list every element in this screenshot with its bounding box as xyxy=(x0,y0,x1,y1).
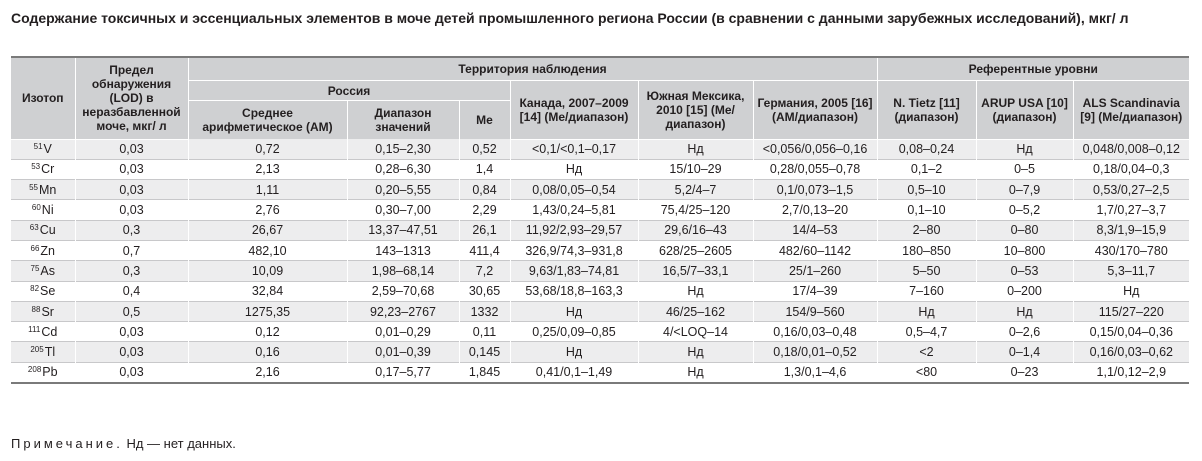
cell-lod: 0,7 xyxy=(75,240,188,260)
cell-me: 7,2 xyxy=(459,261,510,281)
table-note xyxy=(11,436,236,451)
cell-canada: <0,1/<0,1–0,17 xyxy=(510,139,638,159)
cell-isotope xyxy=(11,362,75,383)
cell-als: 0,15/0,04–0,36 xyxy=(1073,322,1189,342)
table-row xyxy=(11,301,1189,321)
cell-tietz: 0,1–10 xyxy=(877,200,976,220)
note-label: Примечание. xyxy=(11,436,123,451)
cell-als: 0,048/0,008–0,12 xyxy=(1073,139,1189,159)
header-canada: Канада, 2007–2009 [14] (Ме/диапазон) xyxy=(510,81,638,140)
cell-germany: 17/4–39 xyxy=(753,281,877,301)
isotope-mass: 111 xyxy=(28,324,41,334)
cell-range: 0,15–2,30 xyxy=(347,139,459,159)
cell-arup: 0–200 xyxy=(976,281,1073,301)
cell-tietz: <80 xyxy=(877,362,976,383)
cell-range: 1,98–68,14 xyxy=(347,261,459,281)
cell-am: 2,13 xyxy=(188,159,347,179)
cell-arup: 0–2,6 xyxy=(976,322,1073,342)
cell-als: 8,3/1,9–15,9 xyxy=(1073,220,1189,240)
table-row xyxy=(11,261,1189,281)
cell-germany: <0,056/0,056–0,16 xyxy=(753,139,877,159)
cell-als: 115/27–220 xyxy=(1073,301,1189,321)
cell-canada: Нд xyxy=(510,301,638,321)
cell-isotope xyxy=(11,301,75,321)
cell-canada: 53,68/18,8–163,3 xyxy=(510,281,638,301)
header-reference: Референтные уровни xyxy=(877,57,1189,81)
cell-am: 2,16 xyxy=(188,362,347,383)
cell-me: 1,845 xyxy=(459,362,510,383)
cell-me: 0,11 xyxy=(459,322,510,342)
cell-arup: 0–80 xyxy=(976,220,1073,240)
cell-als: Нд xyxy=(1073,281,1189,301)
cell-tietz: Нд xyxy=(877,301,976,321)
cell-mexico: 16,5/7–33,1 xyxy=(638,261,753,281)
cell-lod: 0,4 xyxy=(75,281,188,301)
isotope-element: Ni xyxy=(41,203,54,218)
cell-lod: 0,03 xyxy=(75,180,188,200)
header-als: ALS Scandinavia [9] (Ме/диапазон) xyxy=(1073,81,1189,140)
cell-me: 2,29 xyxy=(459,200,510,220)
cell-lod: 0,3 xyxy=(75,261,188,281)
cell-isotope xyxy=(11,159,75,179)
cell-am: 10,09 xyxy=(188,261,347,281)
cell-arup: 0–53 xyxy=(976,261,1073,281)
isotope-element: Tl xyxy=(44,345,56,360)
cell-mexico: Нд xyxy=(638,139,753,159)
cell-lod: 0,03 xyxy=(75,139,188,159)
cell-tietz: 180–850 xyxy=(877,240,976,260)
cell-isotope xyxy=(11,200,75,220)
isotope-element: Cd xyxy=(41,324,58,339)
header-russia-me: Ме xyxy=(459,101,510,140)
cell-am: 0,72 xyxy=(188,139,347,159)
isotope-element: Sr xyxy=(41,304,54,319)
cell-tietz: 5–50 xyxy=(877,261,976,281)
cell-range: 92,23–2767 xyxy=(347,301,459,321)
header-russia-am: Среднее арифметическое (АМ) xyxy=(188,101,347,140)
cell-canada: 0,25/0,09–0,85 xyxy=(510,322,638,342)
isotope-mass: 208 xyxy=(27,365,42,375)
isotope-element: Cr xyxy=(41,162,55,177)
cell-am: 0,16 xyxy=(188,342,347,362)
cell-isotope xyxy=(11,261,75,281)
cell-me: 0,52 xyxy=(459,139,510,159)
cell-arup: 10–800 xyxy=(976,240,1073,260)
table-row xyxy=(11,220,1189,240)
cell-isotope xyxy=(11,240,75,260)
isotope-mass: 60 xyxy=(31,203,41,213)
table-row xyxy=(11,362,1189,383)
header-isotope: Изотоп xyxy=(11,57,75,139)
cell-am: 0,12 xyxy=(188,322,347,342)
cell-arup: Нд xyxy=(976,139,1073,159)
cell-tietz: 2–80 xyxy=(877,220,976,240)
isotope-mass: 51 xyxy=(33,142,43,152)
cell-lod: 0,03 xyxy=(75,362,188,383)
isotope-mass: 75 xyxy=(30,263,40,273)
cell-tietz: <2 xyxy=(877,342,976,362)
isotope-mass: 66 xyxy=(30,243,40,253)
cell-me: 0,145 xyxy=(459,342,510,362)
cell-me: 1332 xyxy=(459,301,510,321)
cell-als: 430/170–780 xyxy=(1073,240,1189,260)
header-mexico: Южная Мексика, 2010 [15] (Ме/диапазон) xyxy=(638,81,753,140)
cell-germany: 154/9–560 xyxy=(753,301,877,321)
cell-isotope xyxy=(11,322,75,342)
table-title: Содержание токсичных и эссенциальных элементов в моче детей промышленного региона России (в сравнении с данными зарубежных исследований), мкг/ л xyxy=(11,10,1129,26)
isotope-element: Mn xyxy=(39,182,57,197)
cell-lod: 0,03 xyxy=(75,159,188,179)
cell-range: 13,37–47,51 xyxy=(347,220,459,240)
header-russia: Россия xyxy=(188,81,510,101)
cell-am: 26,67 xyxy=(188,220,347,240)
cell-canada: 326,9/74,3–931,8 xyxy=(510,240,638,260)
cell-range: 2,59–70,68 xyxy=(347,281,459,301)
isotope-mass: 63 xyxy=(29,223,39,233)
cell-isotope xyxy=(11,220,75,240)
cell-tietz: 0,5–10 xyxy=(877,180,976,200)
isotope-element: As xyxy=(40,263,55,278)
cell-arup: 0–5 xyxy=(976,159,1073,179)
cell-mexico: Нд xyxy=(638,342,753,362)
table-row xyxy=(11,200,1189,220)
header-lod: Предел обнаружения (LOD) в неразбавленной моче, мкг/ л xyxy=(75,57,188,139)
cell-mexico: 628/25–2605 xyxy=(638,240,753,260)
cell-am: 482,10 xyxy=(188,240,347,260)
cell-range: 0,20–5,55 xyxy=(347,180,459,200)
cell-lod: 0,03 xyxy=(75,200,188,220)
cell-germany: 482/60–1142 xyxy=(753,240,877,260)
cell-canada: 1,43/0,24–5,81 xyxy=(510,200,638,220)
cell-germany: 0,28/0,055–0,78 xyxy=(753,159,877,179)
table-row xyxy=(11,322,1189,342)
cell-canada: Нд xyxy=(510,159,638,179)
table-row xyxy=(11,240,1189,260)
cell-mexico: 15/10–29 xyxy=(638,159,753,179)
isotope-element: Pb xyxy=(42,365,58,380)
table-row xyxy=(11,139,1189,159)
cell-tietz: 0,5–4,7 xyxy=(877,322,976,342)
cell-me: 30,65 xyxy=(459,281,510,301)
isotope-mass: 88 xyxy=(31,304,41,314)
table-row xyxy=(11,180,1189,200)
header-territory: Территория наблюдения xyxy=(188,57,877,81)
isotope-mass: 55 xyxy=(29,182,39,192)
cell-canada: 0,08/0,05–0,54 xyxy=(510,180,638,200)
cell-lod: 0,03 xyxy=(75,342,188,362)
cell-tietz: 7–160 xyxy=(877,281,976,301)
cell-germany: 0,18/0,01–0,52 xyxy=(753,342,877,362)
cell-isotope xyxy=(11,139,75,159)
cell-mexico: 4/<LOQ–14 xyxy=(638,322,753,342)
cell-tietz: 0,1–2 xyxy=(877,159,976,179)
cell-als: 1,7/0,27–3,7 xyxy=(1073,200,1189,220)
header-germany: Германия, 2005 [16] (АМ/диапазон) xyxy=(753,81,877,140)
cell-mexico: Нд xyxy=(638,281,753,301)
cell-germany: 14/4–53 xyxy=(753,220,877,240)
cell-arup: 0–7,9 xyxy=(976,180,1073,200)
cell-tietz: 0,08–0,24 xyxy=(877,139,976,159)
cell-germany: 0,1/0,073–1,5 xyxy=(753,180,877,200)
cell-me: 26,1 xyxy=(459,220,510,240)
table-body xyxy=(11,139,1189,383)
cell-germany: 25/1–260 xyxy=(753,261,877,281)
cell-me: 411,4 xyxy=(459,240,510,260)
cell-canada: Нд xyxy=(510,342,638,362)
cell-lod: 0,3 xyxy=(75,220,188,240)
cell-arup: Нд xyxy=(976,301,1073,321)
cell-arup: 0–1,4 xyxy=(976,342,1073,362)
cell-am: 1,11 xyxy=(188,180,347,200)
cell-germany: 0,16/0,03–0,48 xyxy=(753,322,877,342)
cell-mexico: 75,4/25–120 xyxy=(638,200,753,220)
cell-isotope xyxy=(11,180,75,200)
cell-mexico: 29,6/16–43 xyxy=(638,220,753,240)
cell-germany: 1,3/0,1–4,6 xyxy=(753,362,877,383)
isotope-element: Cu xyxy=(39,223,56,238)
isotope-element: Zn xyxy=(40,243,55,258)
cell-range: 0,17–5,77 xyxy=(347,362,459,383)
cell-arup: 0–5,2 xyxy=(976,200,1073,220)
cell-range: 0,01–0,39 xyxy=(347,342,459,362)
cell-lod: 0,03 xyxy=(75,322,188,342)
cell-mexico: 5,2/4–7 xyxy=(638,180,753,200)
isotope-mass: 82 xyxy=(30,284,40,294)
cell-canada: 11,92/2,93–29,57 xyxy=(510,220,638,240)
note-text: Нд — нет данных. xyxy=(122,436,236,451)
cell-isotope xyxy=(11,342,75,362)
isotope-mass: 205 xyxy=(30,345,44,355)
cell-me: 0,84 xyxy=(459,180,510,200)
cell-range: 0,28–6,30 xyxy=(347,159,459,179)
isotope-element: Se xyxy=(40,284,56,299)
header-tietz: N. Tietz [11] (диапазон) xyxy=(877,81,976,140)
cell-am: 2,76 xyxy=(188,200,347,220)
cell-canada: 9,63/1,83–74,81 xyxy=(510,261,638,281)
cell-mexico: 46/25–162 xyxy=(638,301,753,321)
isotope-mass: 53 xyxy=(31,162,41,172)
cell-canada: 0,41/0,1–1,49 xyxy=(510,362,638,383)
cell-germany: 2,7/0,13–20 xyxy=(753,200,877,220)
cell-arup: 0–23 xyxy=(976,362,1073,383)
table-row xyxy=(11,159,1189,179)
cell-mexico: Нд xyxy=(638,362,753,383)
cell-lod: 0,5 xyxy=(75,301,188,321)
table-row xyxy=(11,342,1189,362)
elements-table xyxy=(11,56,1189,384)
cell-me: 1,4 xyxy=(459,159,510,179)
cell-als: 5,3–11,7 xyxy=(1073,261,1189,281)
cell-als: 1,1/0,12–2,9 xyxy=(1073,362,1189,383)
cell-als: 0,18/0,04–0,3 xyxy=(1073,159,1189,179)
header-arup: ARUP USA [10] (диапазон) xyxy=(976,81,1073,140)
cell-range: 0,30–7,00 xyxy=(347,200,459,220)
header-russia-range: Диапазон значений xyxy=(347,101,459,140)
cell-als: 0,16/0,03–0,62 xyxy=(1073,342,1189,362)
cell-range: 143–1313 xyxy=(347,240,459,260)
cell-isotope xyxy=(11,281,75,301)
cell-am: 1275,35 xyxy=(188,301,347,321)
cell-am: 32,84 xyxy=(188,281,347,301)
cell-range: 0,01–0,29 xyxy=(347,322,459,342)
cell-als: 0,53/0,27–2,5 xyxy=(1073,180,1189,200)
isotope-element: V xyxy=(43,142,52,157)
table-row xyxy=(11,281,1189,301)
